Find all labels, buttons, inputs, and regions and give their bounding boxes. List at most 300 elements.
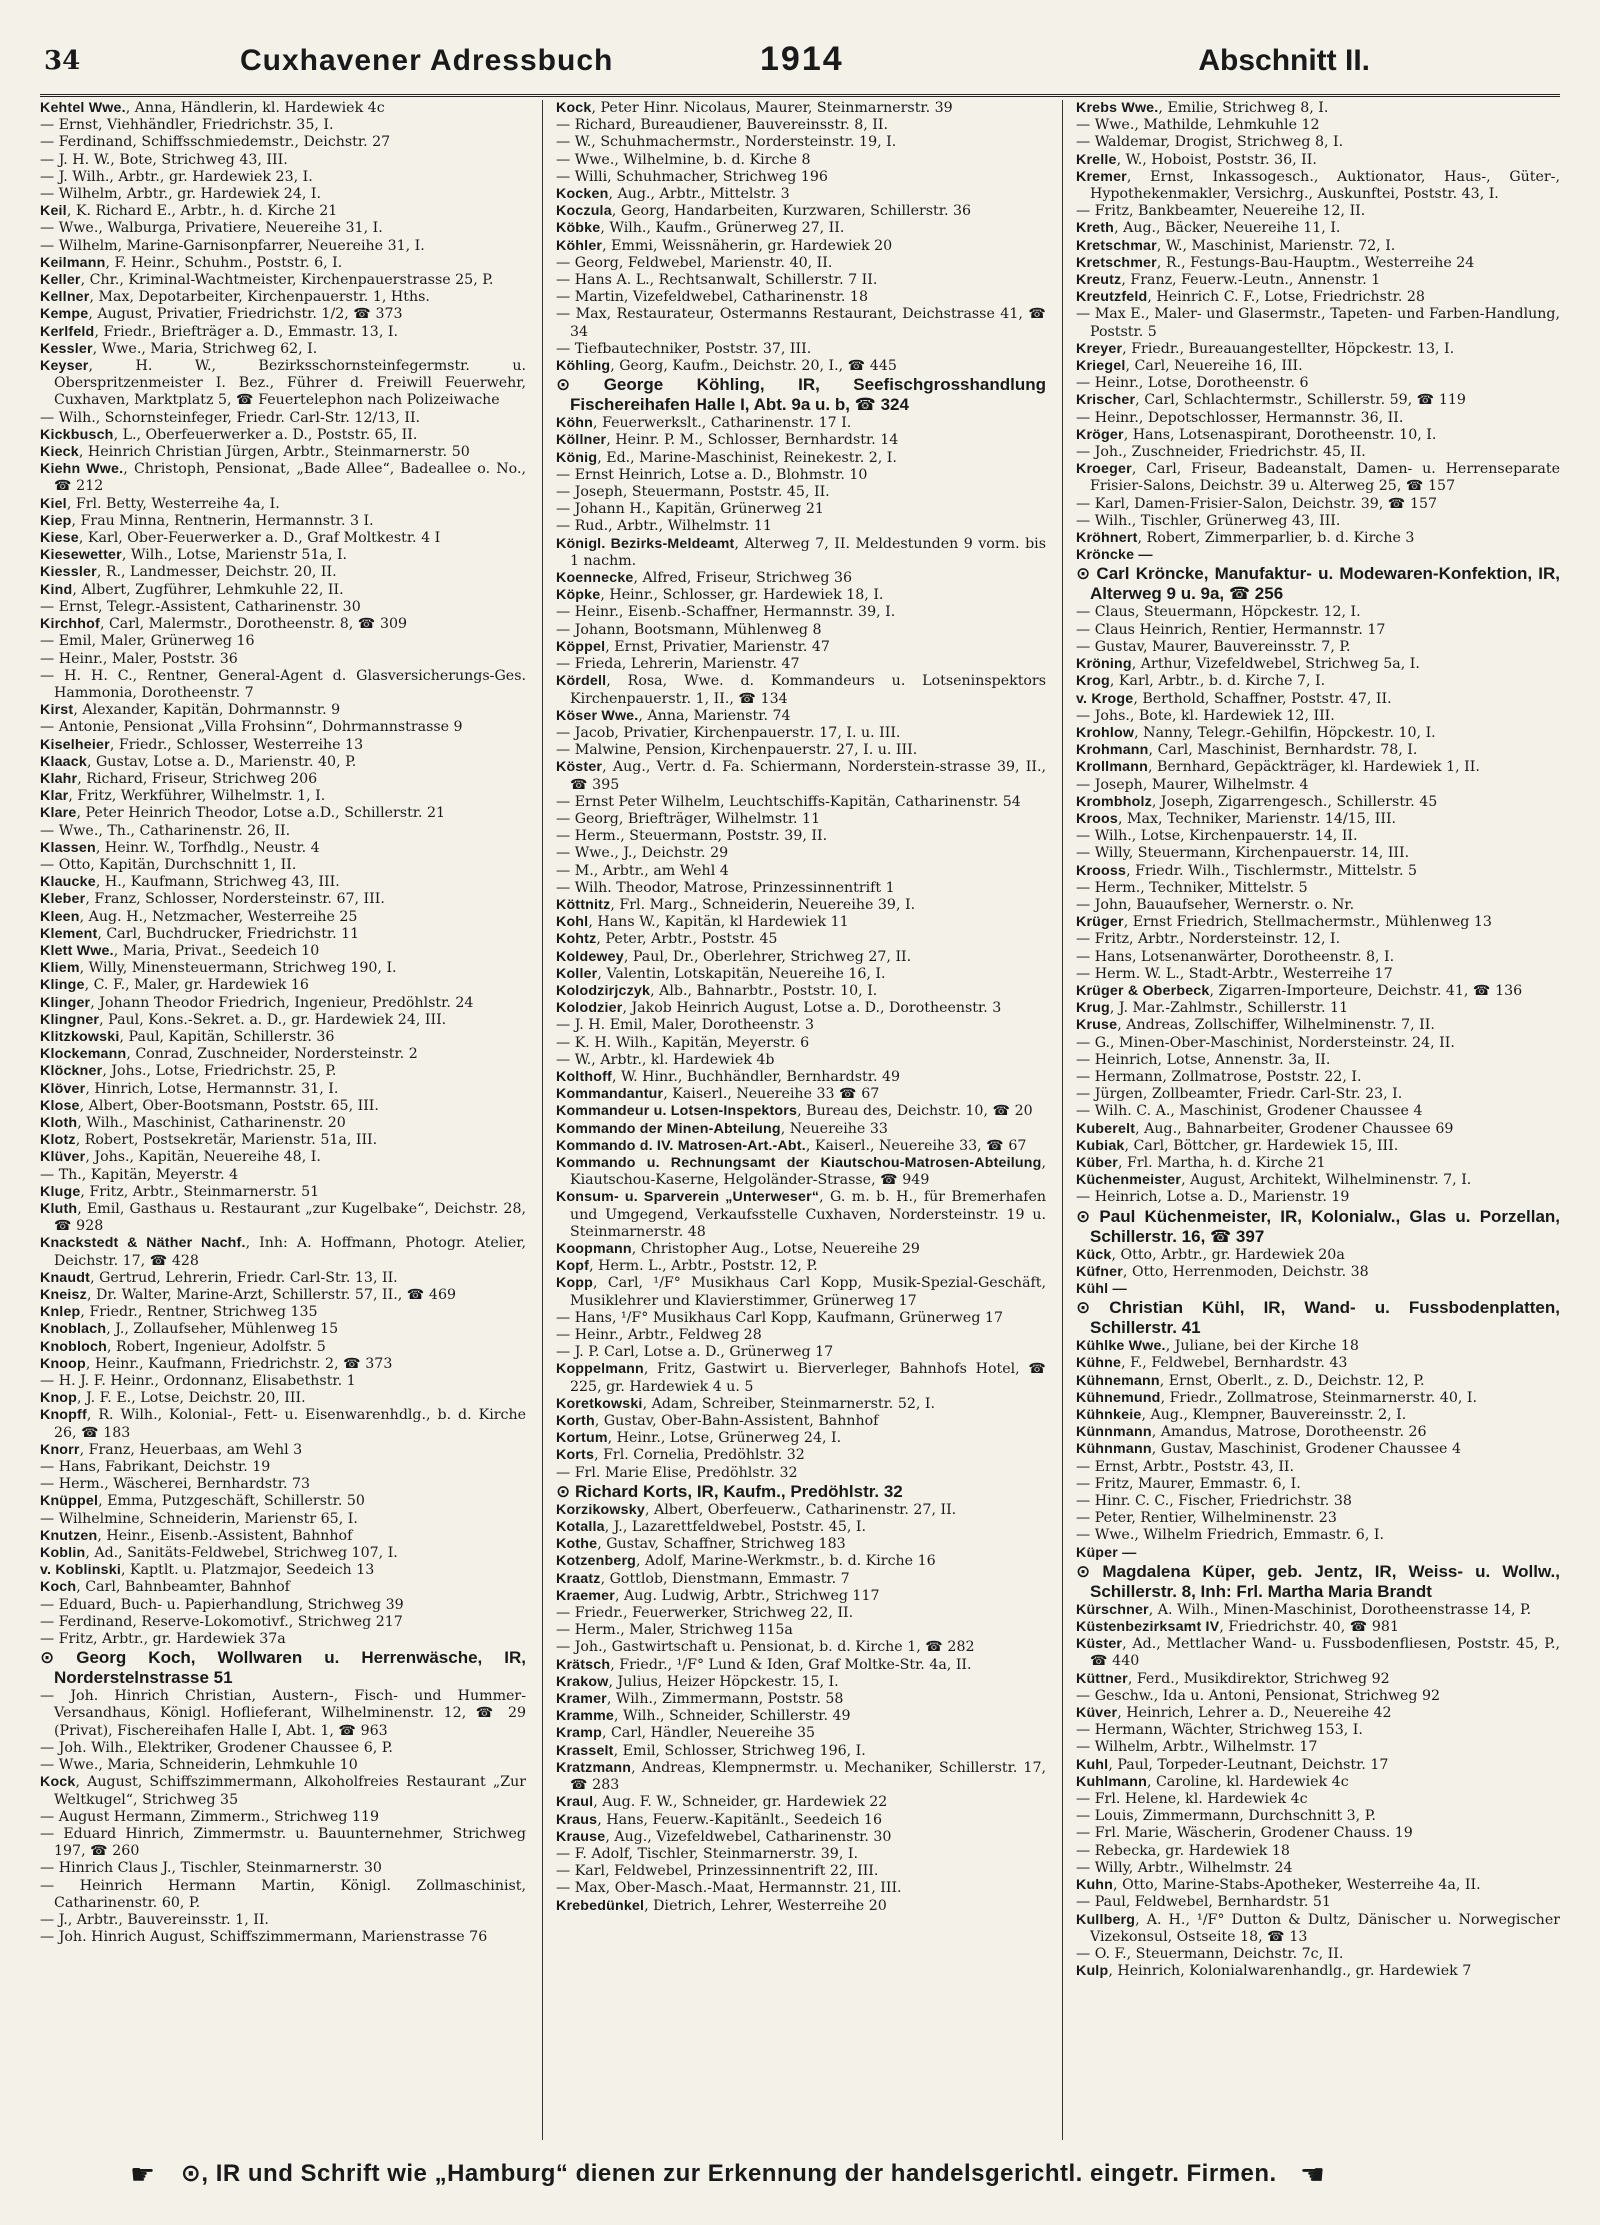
directory-entry: Knlep, Friedr., Rentner, Strichweg 135 <box>40 1304 318 1321</box>
directory-entry: Klar, Fritz, Werkführer, Wilhelmstr. 1, I. <box>40 788 326 805</box>
directory-entry: — Herm., Wäscherei, Bernhardstr. 73 <box>40 1476 311 1493</box>
directory-entry: Kopp, Carl, ¹/F° Musikhaus Carl Kopp, Musik-Spezial-Geschäft, Musiklehrer und Klavierstimmer, Grünerweg 17 <box>556 1275 1046 1309</box>
directory-entry: Kohl, Hans W., Kapitän, kl Hardewiek 11 <box>556 914 849 931</box>
directory-entry: Küper — <box>1076 1544 1137 1561</box>
directory-entry: — Heinr., Maler, Poststr. 36 <box>40 650 238 667</box>
directory-entry: — Herm., Maler, Strichweg 115a <box>556 1622 793 1639</box>
directory-entry: Kruse, Andreas, Zollschiffer, Wilhelminenstr. 7, II. <box>1076 1017 1435 1034</box>
section-label: Abschnitt II. <box>1198 44 1370 77</box>
directory-entry: Kiesewetter, Wilh., Lotse, Marienstr 51a, I. <box>40 547 348 564</box>
book-title: Cuxhavener Adressbuch <box>240 44 614 77</box>
directory-entry: — Ernst, Telegr.-Assistent, Catharinenstr. 30 <box>40 598 361 615</box>
directory-entry: Kneisz, Dr. Walter, Marine-Arzt, Schillerstr. 57, II., ☎ 469 <box>40 1287 457 1304</box>
directory-entry: Klüver, Johs., Kapitän, Neuereihe 48, I. <box>40 1149 321 1166</box>
directory-entry: Kreth, Aug., Bäcker, Neuereihe 11, I. <box>1076 220 1341 237</box>
directory-entry: — Ferdinand, Reserve-Lokomotivf., Strichweg 217 <box>40 1613 403 1630</box>
directory-entry: — Wwe., Wilhelmine, b. d. Kirche 8 <box>556 151 811 168</box>
directory-entry: — Th., Kapitän, Meyerstr. 4 <box>40 1166 239 1183</box>
directory-entry: Krebedünkel, Dietrich, Lehrer, Westerreihe 20 <box>556 1897 887 1914</box>
directory-entry: Knüppel, Emma, Putzgeschäft, Schillerstr. 50 <box>40 1493 365 1510</box>
directory-entry: Kliem, Willy, Minensteuermann, Strichweg 190, I. <box>40 960 397 977</box>
directory-entry: — Herm., Techniker, Mittelstr. 5 <box>1076 879 1308 896</box>
directory-entry: — Gustav, Maurer, Bauvereinsstr. 7, P. <box>1076 638 1351 655</box>
directory-entry: Krooss, Friedr. Wilh., Tischlermstr., Mittelstr. 5 <box>1076 862 1417 879</box>
directory-column-1 <box>40 100 526 2140</box>
directory-entry: — Max, Restaurateur, Ostermanns Restaurant, Deichstrasse 41, ☎ 34 <box>556 306 1046 340</box>
directory-entry: — Ernst, Arbtr., Poststr. 43, II. <box>1076 1458 1295 1475</box>
directory-entry: Kluth, Emil, Gasthaus u. Restaurant „zur Kugelbake“, Deichstr. 28, ☎ 928 <box>40 1201 526 1235</box>
pointing-hand-right-icon: ☛ <box>130 2159 156 2190</box>
directory-entry: Kremer, Ernst, Inkassogesch., Auktionator, Haus-, Güter-, Hypothekenmakler, Versichrg., Auskunftei, Poststr. 43, I. <box>1076 168 1560 203</box>
directory-entry: Köhn, Feuerwerkslt., Catharinenstr. 17 I. <box>556 415 852 432</box>
directory-entry: — J. H. W., Bote, Strichweg 43, III. <box>40 151 288 168</box>
directory-entry: Kraemer, Aug. Ludwig, Arbtr., Strichweg 117 <box>556 1587 880 1604</box>
directory-entry: — Martin, Vizefeldwebel, Catharinenstr. 18 <box>556 289 868 306</box>
directory-entry: Koennecke, Alfred, Friseur, Strichweg 36 <box>556 570 853 587</box>
directory-entry: — Joh., Zuschneider, Friedrichstr. 45, II. <box>1076 444 1366 461</box>
directory-entry: Kluge, Fritz, Arbtr., Steinmarnerstr. 51 <box>40 1183 320 1200</box>
directory-entry: Kotalla, J., Lazarettfeldwebel, Poststr. 45, I. <box>556 1519 866 1536</box>
directory-entry: — Wwe., Maria, Schneiderin, Lehmkuhle 10 <box>40 1757 358 1774</box>
directory-entry: — O. F., Steuermann, Deichstr. 7c, II. <box>1076 1945 1344 1962</box>
directory-entry: Korth, Gustav, Ober-Bahn-Assistent, Bahnhof <box>556 1413 879 1430</box>
directory-entry: Kühlke Wwe., Juliane, bei der Kirche 18 <box>1076 1338 1359 1355</box>
directory-entry: Kuhn, Otto, Marine-Stabs-Apotheker, Westerreihe 4a, II. <box>1076 1877 1481 1894</box>
directory-entry: Küchenmeister, August, Architekt, Wilhelminenstr. 7, I. <box>1076 1172 1472 1189</box>
directory-entry: Kördell, Rosa, Wwe. d. Kommandeurs u. Lotseninspektors Kirchenpauerstr. 1, II., ☎ 134 <box>556 673 1046 707</box>
directory-entry: — Fritz, Bankbeamter, Neuereihe 12, II. <box>1076 203 1366 220</box>
directory-entry: — K. H. Wilh., Kapitän, Meyerstr. 6 <box>556 1034 810 1051</box>
column-divider <box>542 100 543 2140</box>
directory-entry: Kürschner, A. Wilh., Minen-Maschinist, Dorotheenstrasse 14, P. <box>1076 1601 1532 1618</box>
directory-entry: Kolodzier, Jakob Heinrich August, Lotse a. D., Dorotheenstr. 3 <box>556 1000 1002 1017</box>
directory-entry: Kirst, Alexander, Kapitän, Dohrmannstr. 9 <box>40 702 341 719</box>
directory-entry: ⊙ Magdalena Küper, geb. Jentz, IR, Weiss- u. Wollw., Schillerstr. 8, Inh: Frl. Martha Maria Brandt <box>1076 1561 1560 1601</box>
directory-entry: Kramme, Wilh., Schneider, Schillerstr. 49 <box>556 1708 851 1725</box>
directory-entry: Köster, Aug., Vertr. d. Fa. Schiermann, Norderstein-strasse 39, II., ☎ 395 <box>556 759 1046 793</box>
directory-entry: — Otto, Kapitän, Durchschnitt 1, II. <box>40 856 297 873</box>
directory-entry: — Wwe., J., Deichstr. 29 <box>556 845 729 862</box>
directory-entry: Keller, Chr., Kriminal-Wachtmeister, Kirchenpauerstrasse 25, P. <box>40 272 494 289</box>
directory-entry: Klingner, Paul, Kons.-Sekret. a. D., gr. Hardewiek 24, III. <box>40 1011 447 1028</box>
directory-entry: Kommando der Minen-Abteilung, Neuereihe 33 <box>556 1120 888 1137</box>
directory-entry: Kock, Peter Hinr. Nicolaus, Maurer, Steinmarnerstr. 39 <box>556 100 953 116</box>
directory-entry: Klett Wwe., Maria, Privat., Seedeich 10 <box>40 942 320 959</box>
directory-entry: — Ferdinand, Schiffsschmiedemstr., Deichstr. 27 <box>40 134 391 151</box>
directory-entry: ⊙ Georg Koch, Wollwaren u. Herrenwäsche, IR, Norderstelnstrasse 51 <box>40 1648 526 1688</box>
directory-entry: Kommandantur, Kaiserl., Neuereihe 33 ☎ 67 <box>556 1086 880 1103</box>
directory-entry: Koblin, Ad., Sanitäts-Feldwebel, Strichweg 107, I. <box>40 1545 398 1562</box>
directory-entry: — Heinrich, Lotse a. D., Marienstr. 19 <box>1076 1189 1350 1206</box>
directory-entry: Krombholz, Joseph, Zigarrengesch., Schillerstr. 45 <box>1076 793 1438 810</box>
directory-entry: Krohlow, Nanny, Telegr.-Gehilfin, Höpckestr. 10, I. <box>1076 724 1436 741</box>
page-number: 34 <box>44 46 81 76</box>
directory-entry: — Wilh., Tischler, Grünerweg 43, III. <box>1076 512 1341 529</box>
directory-entry: Kühne, F., Feldwebel, Bernhardstr. 43 <box>1076 1355 1348 1372</box>
directory-entry: Küstenbezirksamt IV, Friedrichstr. 40, ☎ 981 <box>1076 1619 1399 1636</box>
directory-entry: Klöckner, Johs., Lotse, Friedrichstr. 25, P. <box>40 1063 337 1080</box>
directory-entry: — Johann H., Kapitän, Grünerweg 21 <box>556 501 824 518</box>
directory-entry: — Karl, Feldwebel, Prinzessinnentrift 22, III. <box>556 1863 879 1880</box>
directory-entry: — Wwe., Th., Catharinenstr. 26, II. <box>40 822 291 839</box>
directory-entry: Koopmann, Christopher Aug., Lotse, Neuereihe 29 <box>556 1241 920 1257</box>
page-header <box>40 38 1560 97</box>
directory-entry: Knackstedt & Näther Nachf., Inh: A. Hoffmann, Photogr. Atelier, Deichstr. 17, ☎ 428 <box>40 1235 526 1269</box>
directory-entry: — Heinr., Lotse, Dorotheenstr. 6 <box>1076 375 1309 392</box>
directory-entry: Kröncke — <box>1076 547 1153 564</box>
directory-entry: Klahr, Richard, Friseur, Strichweg 206 <box>40 770 318 787</box>
directory-entry: — Heinrich, Lotse, Annenstr. 3a, II. <box>1076 1051 1331 1068</box>
directory-entry: Kreyer, Friedr., Bureauangestellter, Höpckestr. 13, I. <box>1076 340 1455 357</box>
directory-entry: — Friedr., Feuerwerker, Strichweg 22, II. <box>556 1605 854 1622</box>
directory-entry: Knoop, Heinr., Kaufmann, Friedrichstr. 2, ☎ 373 <box>40 1355 393 1372</box>
directory-entry: Köllner, Heinr. P. M., Schlosser, Bernhardstr. 14 <box>556 432 899 449</box>
directory-entry: — Waldemar, Drogist, Strichweg 8, I. <box>1076 134 1344 151</box>
directory-entry: Kock, August, Schiffszimmermann, Alkoholfreies Restaurant „Zur Weltkugel“, Strichweg 35 <box>40 1774 526 1808</box>
directory-columns <box>40 100 1560 2140</box>
directory-entry: — Heinr., Arbtr., Feldweg 28 <box>556 1327 762 1344</box>
directory-column-3 <box>1076 100 1560 2140</box>
directory-entry: Kohtz, Peter, Arbtr., Poststr. 45 <box>556 931 778 948</box>
directory-entry: — Heinr., Eisenb.-Schaffner, Hermannstr. 39, I. <box>556 604 896 621</box>
directory-entry: Klare, Peter Heinrich Theodor, Lotse a.D., Schillerstr. 21 <box>40 805 446 822</box>
directory-entry: Kerlfeld, Friedr., Briefträger a. D., Emmastr. 13, I. <box>40 323 398 340</box>
directory-entry: Küttner, Ferd., Musikdirektor, Strichweg 92 <box>1076 1670 1390 1687</box>
directory-entry: — Wwe., Mathilde, Lehmkuhle 12 <box>1076 117 1320 134</box>
directory-entry: Kulp, Heinrich, Kolonialwarenhandlg., gr. Hardewiek 7 <box>1076 1963 1472 1980</box>
directory-entry: — Peter, Rentier, Wilhelminenstr. 23 <box>1076 1510 1337 1527</box>
directory-entry: — Wilh. Theodor, Matrose, Prinzessinnentrift 1 <box>556 879 895 896</box>
directory-entry: Kothe, Gustav, Schaffner, Strichweg 183 <box>556 1536 846 1553</box>
directory-entry: — Johann, Bootsmann, Mühlenweg 8 <box>556 621 822 638</box>
directory-entry: Kiehn Wwe., Christoph, Pensionat, „Bade Allee“, Badeallee o. No., ☎ 212 <box>40 461 526 495</box>
directory-entry: Kotzenberg, Adolf, Marine-Werkmstr., b. d. Kirche 16 <box>556 1553 936 1570</box>
directory-entry: ⊙ Richard Korts, IR, Kaufm., Predöhlstr. 32 <box>556 1481 903 1501</box>
directory-entry: Keyser, H. W., Bezirksschornsteinfegermstr. u. Oberspritzenmeister I. Bez., Führer d. Freiwill Feuerwehr, Cuxhaven, Marktplatz 5, ☎ Feuertelephon nach Polizeiwache <box>40 358 526 409</box>
directory-entry: — August Hermann, Zimmerm., Strichweg 119 <box>40 1808 380 1825</box>
directory-entry: — Hinr. C. C., Fischer, Friedrichstr. 38 <box>1076 1493 1352 1510</box>
directory-entry: Knorr, Franz, Heuerbaas, am Wehl 3 <box>40 1441 303 1458</box>
directory-entry: — Geschw., Ida u. Antoni, Pensionat, Strichweg 92 <box>1076 1687 1441 1704</box>
directory-entry: — Frieda, Lehrerin, Marienstr. 47 <box>556 656 800 673</box>
directory-entry: — Joh. Wilh., Elektriker, Grodener Chaussee 6, P. <box>40 1739 393 1756</box>
directory-entry: Kehtel Wwe., Anna, Händlerin, kl. Hardewiek 4c <box>40 100 385 116</box>
directory-entry: Keilmann, F. Heinr., Schuhm., Poststr. 6, I. <box>40 254 343 271</box>
directory-entry: Kuberelt, Aug., Bahnarbeiter, Grodener Chaussee 69 <box>1076 1120 1454 1137</box>
directory-entry: — Joh. Hinrich August, Schiffszimmermann, Marienstrasse 76 <box>40 1929 488 1946</box>
directory-entry: Krog, Karl, Arbtr., b. d. Kirche 7, I. <box>1076 673 1326 690</box>
directory-entry: — Wwe., Walburga, Privatiere, Neuereihe 31, I. <box>40 220 383 237</box>
directory-entry: — Max E., Maler- und Glasermstr., Tapeten- und Farben-Handlung, Poststr. 5 <box>1076 306 1560 340</box>
directory-entry: — Wilhelmine, Schneiderin, Marienstr 65, I. <box>40 1510 358 1527</box>
directory-entry: Koldewey, Paul, Dr., Oberlehrer, Strichweg 27, II. <box>556 948 912 965</box>
directory-entry: Kreutzfeld, Heinrich C. F., Lotse, Friedrichstr. 28 <box>1076 289 1425 306</box>
directory-entry: Krüger, Ernst Friedrich, Stellmachermstr., Mühlenweg 13 <box>1076 914 1492 931</box>
directory-entry: Kellner, Max, Depotarbeiter, Kirchenpauerstr. 1, Hths. <box>40 289 430 306</box>
directory-entry: Kratzmann, Andreas, Klempnermstr. u. Mechaniker, Schillerstr. 17, ☎ 283 <box>556 1759 1046 1794</box>
directory-entry: Kiel, Frl. Betty, Westerreihe 4a, I. <box>40 495 280 512</box>
directory-entry: Keil, K. Richard E., Arbtr., h. d. Kirche 21 <box>40 203 338 220</box>
directory-entry: Kocken, Aug., Arbtr., Mittelstr. 3 <box>556 186 790 203</box>
directory-entry: Kramer, Wilh., Zimmermann, Poststr. 58 <box>556 1691 844 1708</box>
directory-entry: Kopf, Herm. L., Arbtr., Poststr. 12, P. <box>556 1258 818 1275</box>
directory-entry: Kriegel, Carl, Neuereihe 16, III. <box>1076 358 1303 375</box>
directory-entry: Köbke, Wilh., Kaufm., Grünerweg 27, II. <box>556 220 845 237</box>
directory-entry: — Joh. Hinrich Christian, Austern-, Fisch- und Hummer-Versandhaus, Königl. Hoflieferant, Wilhelminenstr. 12, ☎ 29 (Privat), Fischereihafen Halle I, Abt. 1, ☎ 963 <box>40 1688 526 1739</box>
directory-entry: Krakow, Julius, Heizer Höpckestr. 15, I. <box>556 1673 839 1690</box>
directory-entry: — F. Adolf, Tischler, Steinmarnerstr. 39, I. <box>556 1845 858 1862</box>
directory-entry: Klinge, C. F., Maler, gr. Hardewiek 16 <box>40 977 309 994</box>
directory-entry: — H. J. F. Heinr., Ordonnanz, Elisabethstr. 1 <box>40 1373 356 1390</box>
directory-entry: ⊙ George Köhling, IR, Seefischgrosshandlung Fischereihafen Halle I, Abt. 9a u. b, ☎ 324 <box>556 375 1046 415</box>
directory-entry: Krollmann, Bernhard, Gepäckträger, kl. Hardewiek 1, II. <box>1076 759 1480 776</box>
directory-entry: — Fritz, Maurer, Emmastr. 6, I. <box>1076 1475 1301 1492</box>
directory-entry: Königl. Bezirks-Meldeamt, Alterweg 7, II. Meldestunden 9 vorm. bis 1 nachm. <box>556 535 1046 569</box>
directory-entry: Kühnmann, Gustav, Maschinist, Grodener Chaussee 4 <box>1076 1441 1461 1458</box>
directory-entry: Klinger, Johann Theodor Friedrich, Ingenieur, Predöhlstr. 24 <box>40 994 474 1011</box>
directory-entry: Kleber, Franz, Schlosser, Nordersteinstr. 67, III. <box>40 891 385 908</box>
directory-entry: Kuhlmann, Caroline, kl. Hardewiek 4c <box>1076 1773 1349 1790</box>
directory-entry: Knopff, R. Wilh., Kolonial-, Fett- u. Eisenwarenhdlg., b. d. Kirche 26, ☎ 183 <box>40 1407 526 1441</box>
directory-entry: — Georg, Feldwebel, Marienstr. 40, II. <box>556 254 833 271</box>
directory-entry: — Johs., Bote, kl. Hardewiek 12, III. <box>1076 707 1335 724</box>
directory-entry: Krohmann, Carl, Maschinist, Bernhardstr. 78, I. <box>1076 742 1418 759</box>
directory-entry: Koppelmann, Fritz, Gastwirt u. Bierverleger, Bahnhofs Hotel, ☎ 225, gr. Hardewiek 4 u. 5 <box>556 1361 1046 1395</box>
directory-entry: Kuhl, Paul, Torpeder-Leutnant, Deichstr. 17 <box>1076 1756 1389 1773</box>
directory-entry: — Eduard, Buch- u. Papierhandlung, Strichweg 39 <box>40 1596 404 1613</box>
directory-entry: — Heinr., Depotschlosser, Hermannstr. 36, II. <box>1076 409 1404 426</box>
directory-entry: Knobloch, Robert, Ingenieur, Adolfstr. 5 <box>40 1338 326 1355</box>
directory-entry: Kolthoff, W. Hinr., Buchhändler, Bernhardstr. 49 <box>556 1068 901 1085</box>
directory-entry: Küfner, Otto, Herrenmoden, Deichstr. 38 <box>1076 1263 1369 1280</box>
directory-entry: Knoblach, J., Zollaufseher, Mühlenweg 15 <box>40 1321 339 1338</box>
directory-entry: Köttnitz, Frl. Marg., Schneiderin, Neuereihe 39, I. <box>556 896 916 913</box>
directory-entry: Kretschmar, W., Maschinist, Marienstr. 72, I. <box>1076 237 1396 254</box>
directory-entry: — H. H. C., Rentner, General-Agent d. Glasversicherungs-Ges. Hammonia, Dorotheenstr. 7 <box>40 667 526 701</box>
directory-entry: Kröger, Hans, Lotsenaspirant, Dorotheenstr. 10, I. <box>1076 426 1437 443</box>
directory-entry: Kessler, Wwe., Maria, Strichweg 62, I. <box>40 340 318 357</box>
directory-entry: — Willy, Steuermann, Kirchenpauerstr. 14, III. <box>1076 845 1410 862</box>
directory-entry: — Karl, Damen-Frisier-Salon, Deichstr. 39, ☎ 157 <box>1076 495 1438 512</box>
directory-entry: — Claus Heinrich, Rentier, Hermannstr. 17 <box>1076 621 1386 638</box>
page-footer <box>130 2158 1540 2198</box>
directory-entry: Köser Wwe., Anna, Marienstr. 74 <box>556 707 791 724</box>
directory-entry: — Hans, Lotsenanwärter, Dorotheenstr. 8, I. <box>1076 948 1395 965</box>
directory-entry: — Max, Ober-Masch.-Maat, Hermannstr. 21, III. <box>556 1880 902 1897</box>
directory-entry: Klaucke, H., Kaufmann, Strichweg 43, III. <box>40 874 340 891</box>
directory-entry: — Wwe., Wilhelm Friedrich, Emmastr. 6, I. <box>1076 1527 1384 1544</box>
directory-entry: Klöver, Hinrich, Lotse, Hermannstr. 31, I. <box>40 1080 339 1097</box>
directory-entry: Krasselt, Emil, Schlosser, Strichweg 196, I. <box>556 1742 866 1759</box>
directory-entry: Kühnemann, Ernst, Oberlt., z. D., Deichstr. 12, P. <box>1076 1372 1425 1389</box>
directory-entry: Koretkowski, Adam, Schreiber, Steinmarnerstr. 52, I. <box>556 1395 936 1412</box>
directory-entry: Kloth, Wilh., Maschinist, Catharinenstr. 20 <box>40 1114 346 1131</box>
directory-entry: Knaudt, Gertrud, Lehrerin, Friedr. Carl-Str. 13, II. <box>40 1269 398 1286</box>
directory-entry: Kommando d. IV. Matrosen-Art.-Abt., Kaiserl., Neuereihe 33, ☎ 67 <box>556 1137 1027 1154</box>
directory-entry: Küver, Heinrich, Lehrer a. D., Neuereihe 42 <box>1076 1705 1392 1722</box>
directory-entry: ⊙ Carl Kröncke, Manufaktur- u. Modewaren-Konfektion, IR, Alterweg 9 u. 9a, ☎ 256 <box>1076 564 1560 604</box>
directory-entry: Klockemann, Conrad, Zuschneider, Nordersteinstr. 2 <box>40 1046 418 1063</box>
year-label: 1914 <box>760 40 844 78</box>
directory-entry: Küster, Ad., Mettlacher Wand- u. Fussbodenfliesen, Poststr. 45, P., ☎ 440 <box>1076 1636 1560 1670</box>
directory-entry: Krelle, W., Hoboist, Poststr. 36, II. <box>1076 151 1317 168</box>
directory-entry: Klement, Carl, Buchdrucker, Friedrichstr. 11 <box>40 925 360 942</box>
directory-entry: Korts, Frl. Cornelia, Predöhlstr. 32 <box>556 1447 805 1464</box>
directory-entry: — Fritz, Arbtr., gr. Hardewiek 37a <box>40 1631 286 1648</box>
directory-entry: Kreutz, Franz, Feuerw.-Leutn., Annenstr. 1 <box>1076 272 1381 289</box>
directory-entry: Kröning, Arthur, Vizefeldwebel, Strichweg 5a, I. <box>1076 656 1420 673</box>
directory-entry: Krause, Aug., Vizefeldwebel, Catharinenstr. 30 <box>556 1828 892 1845</box>
directory-entry: — Jürgen, Zollbeamter, Friedr. Carl-Str. 23, I. <box>1076 1086 1403 1103</box>
directory-entry: Kickbusch, L., Oberfeuerwerker a. D., Poststr. 65, II. <box>40 426 418 443</box>
directory-entry: Kühnkeie, Aug., Klempner, Bauvereinsstr. 2, I. <box>1076 1407 1407 1424</box>
directory-entry: — Willi, Schuhmacher, Strichweg 196 <box>556 168 828 185</box>
column-divider <box>1062 100 1063 2140</box>
directory-entry: Kretschmer, R., Festungs-Bau-Hauptm., Westerreihe 24 <box>1076 254 1475 271</box>
directory-entry: Konsum- u. Sparverein „Unterweser“, G. m. b. H., für Bremerhafen und Umgegend, Verkaufsstelle Cuxhaven, Nordersteinstr. 19 u. Steinmarnerstr. 48 <box>556 1189 1046 1240</box>
directory-entry: — Wilhelm, Marine-Garnisonpfarrer, Neuereihe 31, I. <box>40 237 425 254</box>
pointing-hand-left-icon: ☚ <box>1299 2159 1326 2190</box>
directory-entry: — John, Bauaufseher, Wernerstr. o. Nr. <box>1076 896 1355 913</box>
directory-entry: König, Ed., Marine-Maschinist, Reinekestr. 2, I. <box>556 449 897 466</box>
directory-entry: — Rebecka, gr. Hardewiek 18 <box>1076 1842 1290 1859</box>
directory-entry: — Frl. Helene, kl. Hardewiek 4c <box>1076 1791 1308 1808</box>
directory-entry: Köhling, Georg, Kaufm., Deichstr. 20, I., ☎ 445 <box>556 358 897 375</box>
directory-entry: Klitzkowski, Paul, Kapitän, Schillerstr. 36 <box>40 1028 335 1045</box>
directory-entry: Krug, J. Mar.-Zahlmstr., Schillerstr. 11 <box>1076 1000 1349 1017</box>
directory-entry: Koller, Valentin, Lotskapitän, Neuereihe 16, I. <box>556 965 886 982</box>
directory-entry: — Hermann, Wächter, Strichweg 153, I. <box>1076 1722 1363 1739</box>
directory-entry: — Antonie, Pensionat „Villa Frohsinn“, Dohrmannstrasse 9 <box>40 719 463 736</box>
directory-entry: Köppel, Ernst, Privatier, Marienstr. 47 <box>556 638 830 655</box>
directory-entry: Kramp, Carl, Händler, Neuereihe 35 <box>556 1725 816 1742</box>
directory-entry: — Frl. Marie Elise, Predöhlstr. 32 <box>556 1464 798 1481</box>
directory-entry: Klassen, Heinr. W., Torfhdlg., Neustr. 4 <box>40 839 320 856</box>
directory-entry: — Hans, ¹/F° Musikhaus Carl Kopp, Kaufmann, Grünerweg 17 <box>556 1309 1003 1326</box>
directory-entry: — Wilh., Schornsteinfeger, Friedr. Carl-Str. 12/13, II. <box>40 409 421 426</box>
directory-entry: Kullberg, A. H., ¹/F° Dutton & Dultz, Dänischer u. Norwegischer Vizekonsul, Ostseite 18, ☎ 13 <box>1076 1911 1560 1945</box>
directory-entry: Korzikowsky, Albert, Oberfeuerw., Catharinenstr. 27, II. <box>556 1501 957 1518</box>
directory-entry: Kroeger, Carl, Friseur, Badeanstalt, Damen- u. Herrenseparate Frisier-Salons, Deichstr. 39 u. Alterweg 25, ☎ 157 <box>1076 461 1560 495</box>
directory-entry: — M., Arbtr., am Wehl 4 <box>556 862 729 879</box>
directory-entry: Kraus, Hans, Feuerw.-Kapitänlt., Seedeich 16 <box>556 1811 882 1828</box>
directory-entry: Kirchhof, Carl, Malermstr., Dorotheenstr. 8, ☎ 309 <box>40 616 408 633</box>
directory-entry: Kühnemund, Friedr., Zollmatrose, Steinmarnerstr. 40, I. <box>1076 1389 1477 1406</box>
directory-entry: v. Kroge, Berthold, Schaffner, Poststr. 47, II. <box>1076 690 1392 707</box>
directory-entry: ⊙ Christian Kühl, IR, Wand- u. Fussbodenplatten, Schillerstr. 41 <box>1076 1298 1560 1338</box>
directory-entry: — Georg, Briefträger, Wilhelmstr. 11 <box>556 810 821 827</box>
directory-entry: Krüger & Oberbeck, Zigarren-Importeure, Deichstr. 41, ☎ 136 <box>1076 982 1523 999</box>
directory-entry: Kiep, Frau Minna, Rentnerin, Hermannstr. 3 I. <box>40 512 374 529</box>
directory-entry: Krebs Wwe., Emilie, Strichweg 8, I. <box>1076 100 1329 116</box>
directory-entry: — W., Arbtr., kl. Hardewiek 4b <box>556 1051 775 1068</box>
directory-entry: — J. P. Carl, Lotse a. D., Grünerweg 17 <box>556 1344 834 1361</box>
directory-entry: Kieck, Heinrich Christian Jürgen, Arbtr., Steinmarnerstr. 50 <box>40 444 470 461</box>
footer-note: ⊙, IR und Schrift wie „Hamburg“ dienen zur Erkennung der handelsgerichtl. eingetr. Firmen. <box>180 2159 1277 2187</box>
directory-entry: — Willy, Arbtr., Wilhelmstr. 24 <box>1076 1859 1293 1876</box>
directory-entry: — Emil, Maler, Grünerweg 16 <box>40 633 255 650</box>
directory-entry: — Joseph, Maurer, Wilhelmstr. 4 <box>1076 776 1309 793</box>
directory-entry: — Jacob, Privatier, Kirchenpauerstr. 17, I. u. III. <box>556 724 901 741</box>
directory-entry: Kiessler, R., Landmesser, Deichstr. 20, II. <box>40 564 337 581</box>
directory-entry: Kroos, Max, Techniker, Marienstr. 14/15, III. <box>1076 810 1397 827</box>
directory-entry: Kraul, Aug. F. W., Schneider, gr. Hardewiek 22 <box>556 1794 888 1811</box>
directory-entry: Kubiak, Carl, Böttcher, gr. Hardewiek 15, III. <box>1076 1137 1399 1154</box>
directory-entry: — W., Schuhmachermstr., Nordersteinstr. 19, I. <box>556 134 897 151</box>
directory-column-2 <box>556 100 1046 2140</box>
directory-entry: Kommandeur u. Lotsen-Inspektors, Bureau des, Deichstr. 10, ☎ 20 <box>556 1103 1033 1120</box>
directory-entry: — Claus, Steuermann, Höpckestr. 12, I. <box>1076 604 1361 621</box>
directory-entry: Koch, Carl, Bahnbeamter, Bahnhof <box>40 1579 290 1596</box>
directory-entry: — J. Wilh., Arbtr., gr. Hardewiek 23, I. <box>40 168 313 185</box>
directory-entry: Kiese, Karl, Ober-Feuerwerker a. D., Graf Moltkestr. 4 I <box>40 530 441 547</box>
directory-entry: Künnmann, Amandus, Matrose, Dorotheenstr. 26 <box>1076 1424 1427 1441</box>
directory-entry: — Eduard Hinrich, Zimmermstr. u. Bauunternehmer, Strichweg 197, ☎ 260 <box>40 1825 526 1860</box>
directory-entry: — Frl. Marie, Wäscherin, Grodener Chauss. 19 <box>1076 1825 1413 1842</box>
directory-entry: Knutzen, Heinr., Eisenb.-Assistent, Bahnhof <box>40 1527 353 1544</box>
directory-entry: — Wilh., Lotse, Kirchenpauerstr. 14, II. <box>1076 828 1358 845</box>
directory-entry: — Ernst Peter Wilhelm, Leuchtschiffs-Kapitän, Catharinenstr. 54 <box>556 793 1021 810</box>
directory-entry: — Malwine, Pension, Kirchenpauerstr. 27, I. u. III. <box>556 742 918 759</box>
directory-entry: Kortum, Heinr., Lotse, Grünerweg 24, I. <box>556 1430 842 1447</box>
directory-entry: — Hinrich Claus J., Tischler, Steinmarnerstr. 30 <box>40 1860 382 1877</box>
directory-entry: v. Koblinski, Kaptlt. u. Platzmajor, Seedeich 13 <box>40 1562 375 1579</box>
directory-entry: — Wilhelm, Arbtr., gr. Hardewiek 24, I. <box>40 186 321 203</box>
directory-entry: — Herm. W. L., Stadt-Arbtr., Westerreihe 17 <box>1076 965 1393 982</box>
directory-entry: — Herm., Steuermann, Poststr. 39, II. <box>556 828 828 845</box>
directory-entry: — Ernst, Viehhändler, Friedrichstr. 35, I. <box>40 117 334 134</box>
directory-entry: Krischer, Carl, Schlachtermstr., Schillerstr. 59, ☎ 119 <box>1076 392 1466 409</box>
directory-entry: Kiselheier, Friedr., Schlosser, Westerreihe 13 <box>40 736 364 753</box>
directory-entry: — Louis, Zimmermann, Durchschnitt 3, P. <box>1076 1808 1376 1825</box>
directory-entry: Koczula, Georg, Handarbeiten, Kurzwaren, Schillerstr. 36 <box>556 203 972 220</box>
directory-entry: — Wilhelm, Arbtr., Wilhelmstr. 17 <box>1076 1739 1318 1756</box>
directory-entry: — Rud., Arbtr., Wilhelmstr. 11 <box>556 518 772 535</box>
directory-entry: — Joh., Gastwirtschaft u. Pensionat, b. d. Kirche 1, ☎ 282 <box>556 1639 975 1656</box>
directory-entry: — G., Minen-Ober-Maschinist, Nordersteinstr. 24, II. <box>1076 1034 1455 1051</box>
directory-entry: Klotz, Robert, Postsekretär, Marienstr. 51a, III. <box>40 1132 378 1149</box>
directory-entry: — Hans, Fabrikant, Deichstr. 19 <box>40 1459 271 1476</box>
directory-entry: — Paul, Feldwebel, Bernhardstr. 51 <box>1076 1894 1331 1911</box>
directory-entry: Kück, Otto, Arbtr., gr. Hardewiek 20a <box>1076 1246 1345 1263</box>
directory-entry: — Hans A. L., Rechtsanwalt, Schillerstr. 7 II. <box>556 272 878 289</box>
directory-entry: Kröhnert, Robert, Zimmerparlier, b. d. Kirche 3 <box>1076 530 1415 547</box>
directory-entry: Kleen, Aug. H., Netzmacher, Westerreihe 25 <box>40 908 358 925</box>
directory-entry: — J. H. Emil, Maler, Dorotheenstr. 3 <box>556 1017 815 1034</box>
directory-entry: — Heinrich Hermann Martin, Königl. Zollmaschinist, Catharinenstr. 60, P. <box>40 1877 526 1911</box>
directory-entry: — Ernst Heinrich, Lotse a. D., Blohmstr. 10 <box>556 466 868 483</box>
directory-entry: — Tiefbautechniker, Poststr. 37, III. <box>556 340 812 357</box>
directory-entry: — Fritz, Arbtr., Nordersteinstr. 12, I. <box>1076 931 1341 948</box>
directory-entry: Klaack, Gustav, Lotse a. D., Marienstr. 40, P. <box>40 753 357 770</box>
directory-entry: ⊙ Paul Küchenmeister, IR, Kolonialw., Glas u. Porzellan, Schillerstr. 16, ☎ 397 <box>1076 1206 1560 1246</box>
directory-entry: Knop, J. F. E., Lotse, Deichstr. 20, III. <box>40 1390 306 1407</box>
directory-entry: — Wilh. C. A., Maschinist, Grodener Chaussee 4 <box>1076 1103 1423 1120</box>
directory-entry: Küber, Frl. Martha, h. d. Kirche 21 <box>1076 1154 1326 1171</box>
directory-entry: Kommando u. Rechnungsamt der Kiautschou-Matrosen-Abteilung, Kiautschou-Kaserne, Helgoländer-Strasse, ☎ 949 <box>556 1154 1046 1189</box>
directory-entry: — Hermann, Zollmatrose, Poststr. 22, I. <box>1076 1068 1362 1085</box>
directory-entry: Kempe, August, Privatier, Friedrichstr. 1/2, ☎ 373 <box>40 306 403 323</box>
directory-entry: Köhler, Emmi, Weissnäherin, gr. Hardewiek 20 <box>556 237 893 254</box>
directory-entry: — J., Arbtr., Bauvereinsstr. 1, II. <box>40 1911 269 1928</box>
directory-entry: Köpke, Heinr., Schlosser, gr. Hardewiek 18, I. <box>556 587 884 604</box>
directory-entry: Kolodzirjczyk, Alb., Bahnarbtr., Poststr. 10, I. <box>556 982 878 999</box>
directory-entry: Kühl — <box>1076 1281 1127 1297</box>
directory-entry: Kraatz, Gottlob, Dienstmann, Emmastr. 7 <box>556 1570 850 1587</box>
directory-entry: Krätsch, Friedr., ¹/F° Lund & Iden, Graf Moltke-Str. 4a, II. <box>556 1656 972 1673</box>
directory-entry: — Joseph, Steuermann, Poststr. 45, II. <box>556 484 830 501</box>
directory-entry: Kind, Albert, Zugführer, Lehmkuhle 22, II. <box>40 581 344 598</box>
